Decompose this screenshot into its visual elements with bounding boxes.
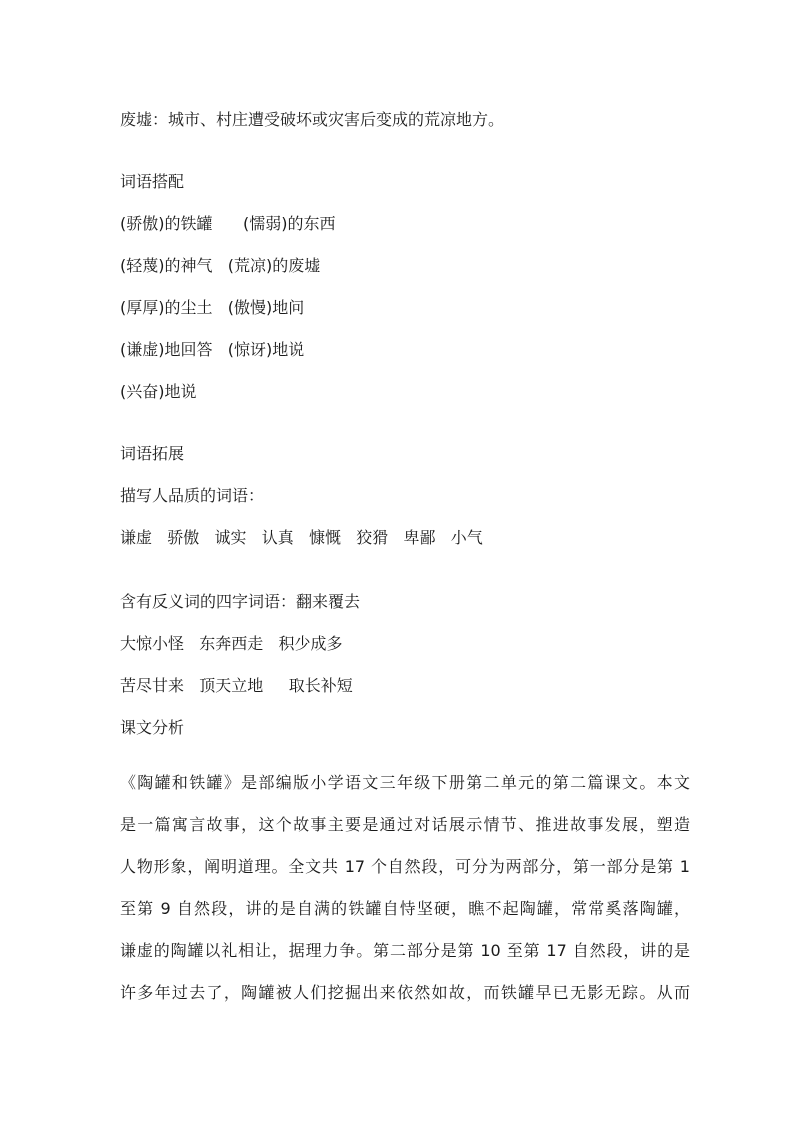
antonym-intro: 含有反义词的四字词语：翻来覆去 (120, 592, 361, 611)
collocation-row: (骄傲)的铁罐 (懦弱)的东西 (120, 214, 336, 233)
antonym-row: 大惊小怪 东奔西走 积少成多 (120, 634, 343, 653)
collocation-row: (轻蔑)的神气 (荒凉)的废墟 (120, 256, 321, 275)
analysis-line: 《陶罐和铁罐》是部编版小学语文三年级下册第二单元的第二篇课文。本文 (120, 773, 690, 792)
analysis-line: 是一篇寓言故事，这个故事主要是通过对话展示情节、推进故事发展，塑造 (120, 815, 690, 834)
quality-words: 谦虚 骄傲 诚实 认真 慷慨 狡猾 卑鄙 小气 (120, 528, 483, 547)
quality-intro: 描写人品质的词语： (120, 486, 265, 505)
expansion-heading: 词语拓展 (120, 444, 185, 463)
analysis-line: 谦虚的陶罐以礼相让，据理力争。第二部分是第 10 至第 17 自然段，讲的是 (120, 941, 690, 960)
analysis-line: 人物形象，阐明道理。全文共 17 个自然段，可分为两部分，第一部分是第 1 (120, 857, 690, 876)
collocation-heading: 词语搭配 (120, 172, 185, 191)
analysis-paragraph (120, 762, 690, 1014)
analysis-heading: 课文分析 (120, 718, 185, 737)
collocation-row: (谦虚)地回答 (惊讶)地说 (120, 340, 305, 359)
antonym-row: 苦尽甘来 顶天立地 取长补短 (120, 676, 353, 695)
definition-line: 废墟：城市、村庄遭受破坏或灾害后变成的荒凉地方。 (120, 110, 505, 129)
collocation-row: (兴奋)地说 (120, 382, 197, 401)
analysis-line: 许多年过去了，陶罐被人们挖掘出来依然如故，而铁罐早已无影无踪。从而 (120, 983, 690, 1002)
collocation-row: (厚厚)的尘土 (傲慢)地问 (120, 298, 305, 317)
analysis-line: 至第 9 自然段，讲的是自满的铁罐自恃坚硬，瞧不起陶罐，常常奚落陶罐， (120, 899, 690, 918)
